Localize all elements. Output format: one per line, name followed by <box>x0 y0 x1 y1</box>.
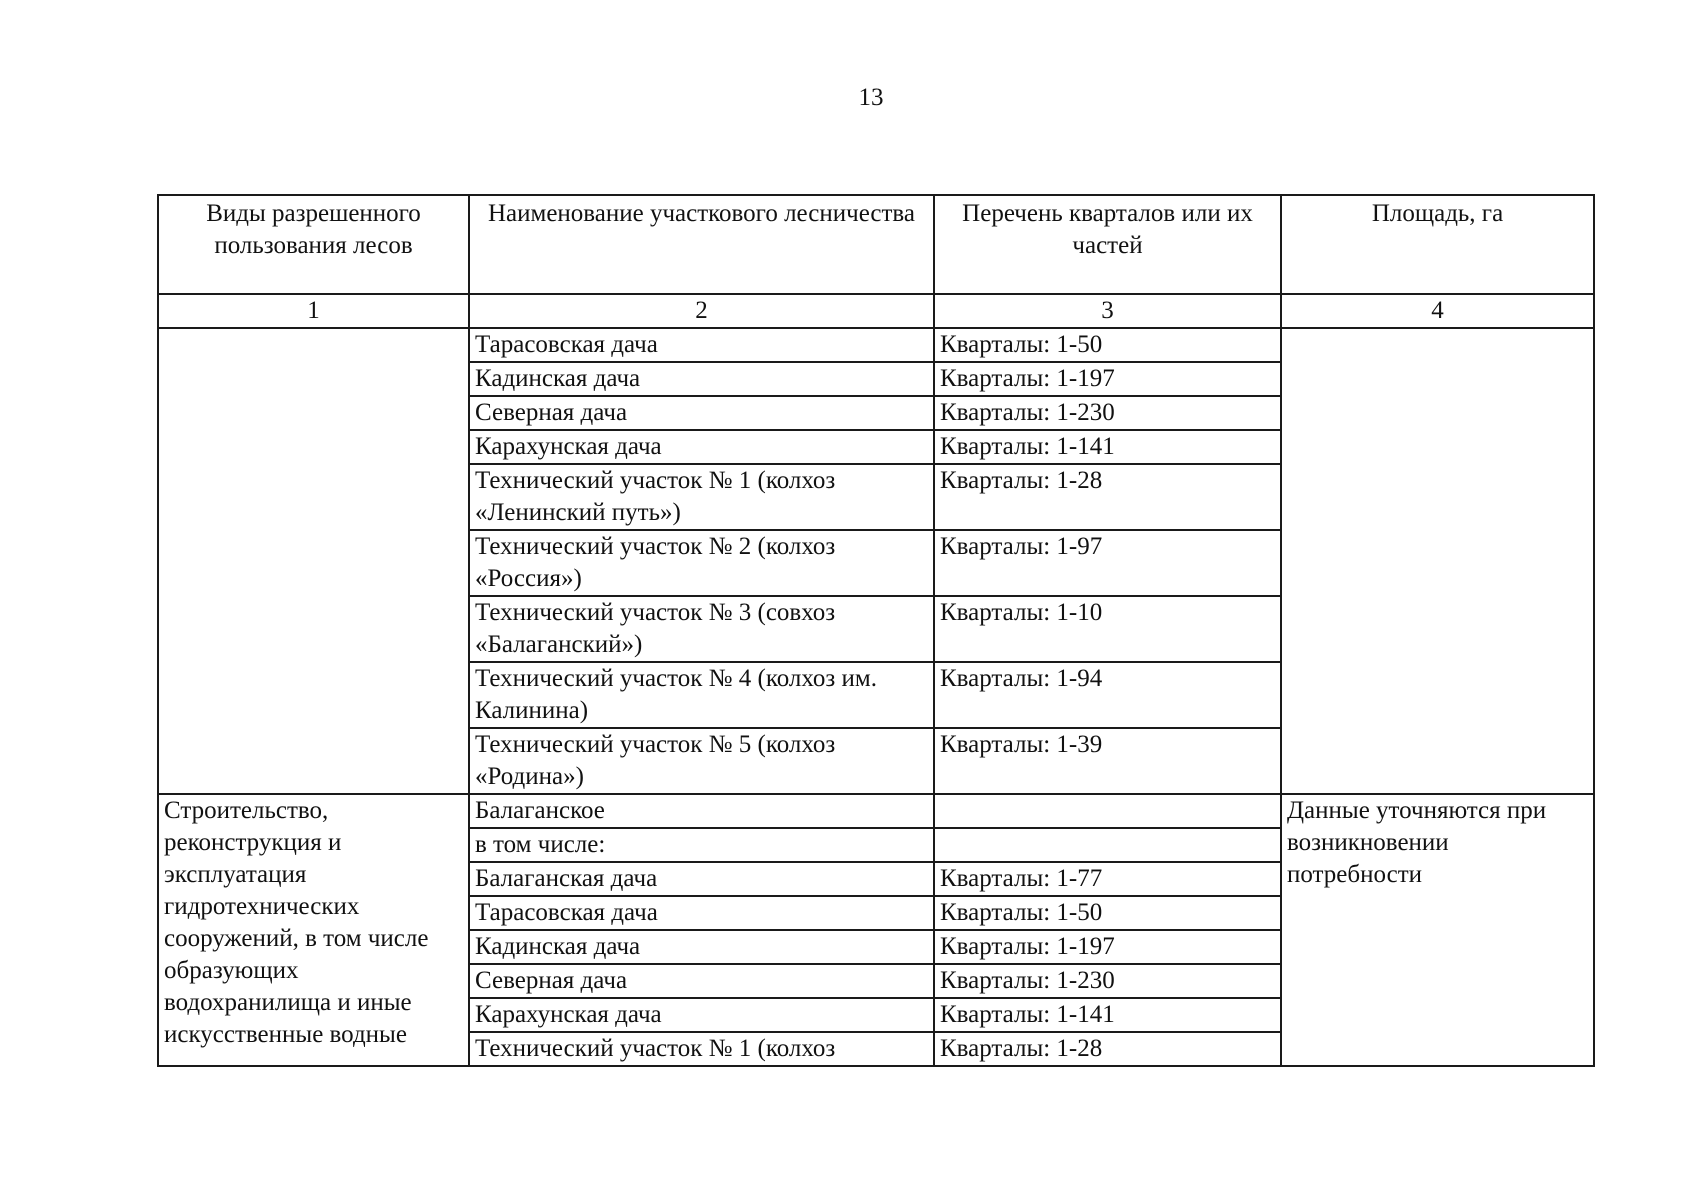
area-cell-empty <box>1281 328 1594 794</box>
quarters-cell: Кварталы: 1-230 <box>934 964 1281 998</box>
quarters-cell: Кварталы: 1-141 <box>934 430 1281 464</box>
forestry-name-cell: Технический участок № 4 (колхоз им. Калинина) <box>469 662 934 728</box>
forestry-name-cell: в том числе: <box>469 828 934 862</box>
forest-use-table <box>157 194 1595 1067</box>
quarters-cell: Кварталы: 1-77 <box>934 862 1281 896</box>
forestry-name-cell: Северная дача <box>469 964 934 998</box>
header-quarters-list: Перечень кварталов или их частей <box>934 195 1281 294</box>
forestry-name-cell: Кадинская дача <box>469 362 934 396</box>
quarters-cell: Кварталы: 1-10 <box>934 596 1281 662</box>
quarters-cell: Кварталы: 1-141 <box>934 998 1281 1032</box>
column-number: 3 <box>934 294 1281 328</box>
column-number: 1 <box>158 294 469 328</box>
forestry-name-cell: Технический участок № 3 (совхоз «Балаганский») <box>469 596 934 662</box>
forestry-name-cell: Карахунская дача <box>469 430 934 464</box>
quarters-cell: Кварталы: 1-230 <box>934 396 1281 430</box>
forestry-name-cell: Тарасовская дача <box>469 896 934 930</box>
header-row <box>158 195 1594 294</box>
forestry-name-cell: Технический участок № 1 (колхоз «Ленинский путь») <box>469 464 934 530</box>
header-area: Площадь, га <box>1281 195 1594 294</box>
quarters-cell <box>934 828 1281 862</box>
area-cell: Данные уточняются при возникновении потребности <box>1281 794 1594 1066</box>
quarters-cell: Кварталы: 1-50 <box>934 896 1281 930</box>
quarters-cell: Кварталы: 1-28 <box>934 464 1281 530</box>
table-row <box>158 794 1594 828</box>
quarters-cell: Кварталы: 1-28 <box>934 1032 1281 1066</box>
use-type-cell-empty <box>158 328 469 794</box>
quarters-cell: Кварталы: 1-197 <box>934 930 1281 964</box>
quarters-cell <box>934 794 1281 828</box>
forestry-name-cell: Карахунская дача <box>469 998 934 1032</box>
quarters-cell: Кварталы: 1-50 <box>934 328 1281 362</box>
table-row <box>158 328 1594 362</box>
column-number: 4 <box>1281 294 1594 328</box>
quarters-cell: Кварталы: 1-197 <box>934 362 1281 396</box>
forestry-name-cell: Балаганская дача <box>469 862 934 896</box>
page-number: 13 <box>858 84 884 111</box>
forestry-name-cell: Северная дача <box>469 396 934 430</box>
header-forestry-name: Наименование участкового лесничества <box>469 195 934 294</box>
forestry-name-cell: Технический участок № 1 (колхоз <box>469 1032 934 1066</box>
header-use-type: Виды разрешенного пользования лесов <box>158 195 469 294</box>
column-number: 2 <box>469 294 934 328</box>
quarters-cell: Кварталы: 1-39 <box>934 728 1281 794</box>
forestry-name-cell: Балаганское <box>469 794 934 828</box>
forestry-name-cell: Технический участок № 5 (колхоз «Родина») <box>469 728 934 794</box>
forestry-name-cell: Кадинская дача <box>469 930 934 964</box>
forestry-name-cell: Технический участок № 2 (колхоз «Россия») <box>469 530 934 596</box>
column-number-row <box>158 294 1594 328</box>
quarters-cell: Кварталы: 1-94 <box>934 662 1281 728</box>
forestry-name-cell: Тарасовская дача <box>469 328 934 362</box>
use-type-cell: Строительство, реконструкция и эксплуатация гидротехнических сооружений, в том числе образующих водохранилища и иные искусственные водные <box>158 794 469 1066</box>
quarters-cell: Кварталы: 1-97 <box>934 530 1281 596</box>
